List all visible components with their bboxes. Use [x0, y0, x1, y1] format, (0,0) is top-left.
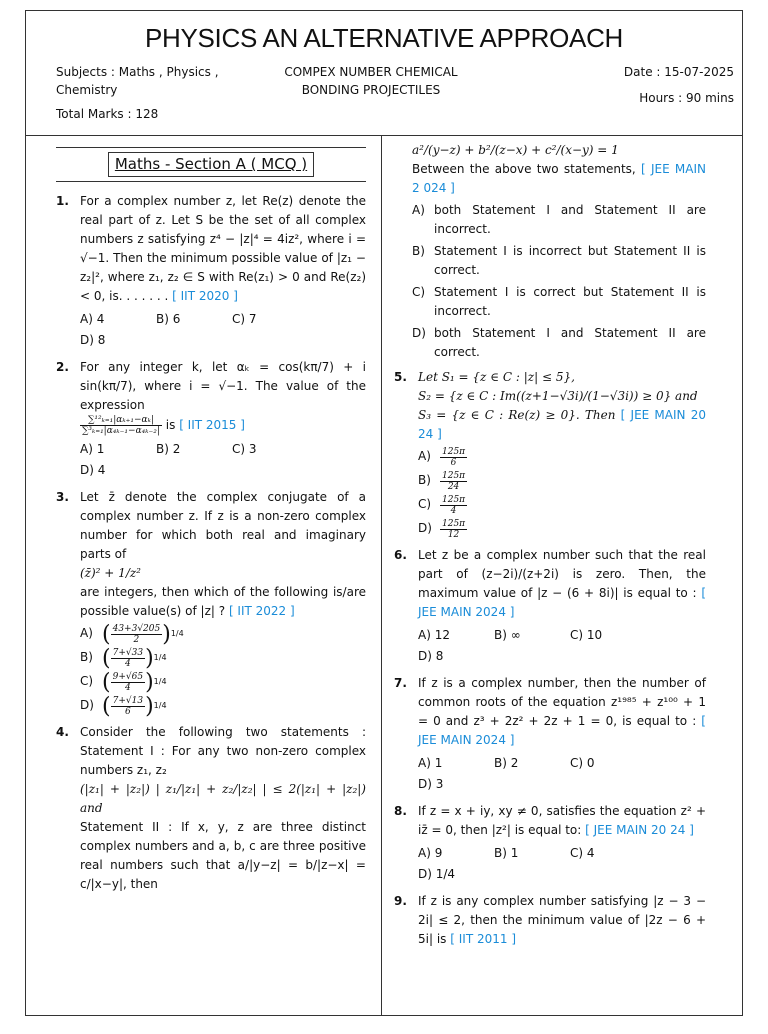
- question-number: 3.: [56, 490, 69, 504]
- option-b[interactable]: B) $\frac{125\pi}{24}$: [418, 471, 466, 492]
- question-reference: [ JEE MAIN 2024 ]: [418, 714, 706, 747]
- hours-label: Hours : 90 mins: [639, 91, 734, 105]
- option-c[interactable]: C) 4: [570, 846, 595, 860]
- question-text: Let S₁ = {z ∈ C : |z| ≤ 5},: [418, 370, 575, 384]
- question-2: 2. For any integer k, let αₖ = cos(kπ/7) + i sin(kπ/7), where i = √−1. The value of the expression $\frac{\text{∑¹²ₖ₌₁|αₖ₊₁−αₖ|}}{\text{∑³ₖ₌₁|α₄ₖ₋₁−α₄ₖ₋₂|}}$ is [ IIT 2015 ] A) 1 B) 2 C) 3 D) 4: [56, 358, 366, 482]
- section-header: [56, 147, 366, 182]
- total-marks-label: Total Marks : 128: [56, 107, 159, 121]
- question-3: [56, 488, 366, 717]
- option-c[interactable]: C) ( $\frac{9+√65}{4}$ )$^{1/4}$: [80, 670, 167, 695]
- exam-page: [25, 10, 743, 1016]
- option-a[interactable]: A) both Statement I and Statement II are incorrect.: [412, 203, 706, 236]
- set-s2: S₂ = {z ∈ C : Im((z+1−√3i)/(1−√3i)) ≥ 0} and: [418, 389, 698, 403]
- option-d[interactable]: D) $\frac{125\pi}{12}$: [418, 519, 466, 540]
- question-4: [56, 723, 366, 894]
- option-b[interactable]: B) 6: [156, 312, 181, 326]
- option-a[interactable]: A) ( $\frac{43+3√205}{2}$ )$^{1/4}$: [80, 622, 184, 647]
- question-reference: [ IIT 2011 ]: [450, 932, 517, 946]
- question-7: [394, 674, 706, 796]
- expression: a²/(y−z) + b²/(z−x) + c²/(x−y) = 1: [412, 143, 619, 157]
- question-text: For a complex number z, let Re(z) denote the real part of z. Let S be the set of all complex numbers z satisfying z⁴ − |z|⁴ = 4iz², where i = √−1. Then the minimum possible value of |z₁ − z₂|², where z₁, z₂ ∈ S with Re(z₁) > 0 and Re(z₂) < 0, is. . . . . . .: [80, 194, 366, 303]
- question-number: 8.: [394, 804, 407, 818]
- question-text: For any integer k, let αₖ = cos(kπ/7) + i sin(kπ/7), where i = √−1. The value of the expression: [80, 360, 366, 412]
- subjects-label: Subjects : Maths , Physics , Chemistry: [56, 65, 219, 97]
- option-c[interactable]: C) 3: [232, 442, 257, 456]
- question-4-continued: [394, 141, 706, 362]
- option-c[interactable]: C) $\frac{125\pi}{4}$: [418, 495, 466, 516]
- option-b[interactable]: B) Statement I is incorrect but Statement II is correct.: [412, 244, 706, 277]
- question-text: If z is any complex number satisfying |z − 3 − 2i| ≤ 2, then the minimum value of |2z − 6 + 5i| is: [418, 894, 706, 946]
- question-reference: [ IIT 2022 ]: [228, 604, 295, 618]
- question-reference: [ JEE MAIN 2024 ]: [418, 586, 706, 619]
- options: [80, 310, 366, 352]
- option-b[interactable]: B) ( $\frac{7+√33}{4}$ )$^{1/4}$: [80, 646, 167, 671]
- option-c[interactable]: C) 0: [570, 756, 595, 770]
- question-text: If z is a complex number, then the number of common roots of the equation z¹⁹⁸⁵ + z¹⁰⁰ + 1 = 0 and z³ + 2z² + 2z + 1 = 0, is equal to :: [418, 676, 706, 728]
- question-text: If z = x + iy, xy ≠ 0, satisfies the equation z² + iz̄ = 0, then |z²| is equal to:: [418, 804, 706, 837]
- question-reference: [ JEE MAIN 20 24 ]: [585, 823, 694, 837]
- question-reference: [ JEE MAIN 2 024 ]: [412, 162, 706, 195]
- option-c[interactable]: C) Statement I is correct but Statement II is incorrect.: [412, 285, 706, 318]
- expression: (|z₁| + |z₂|) | z₁/|z₁| + z₂/|z₂| | ≤ 2(|z₁| + |z₂|) and: [80, 782, 366, 815]
- question-number: 6.: [394, 548, 407, 562]
- options: [418, 754, 706, 796]
- option-d[interactable]: D) 1/4: [418, 867, 456, 881]
- question-reference: [ IIT 2020 ]: [172, 289, 238, 303]
- date-label: Date : 15-07-2025: [623, 65, 734, 79]
- question-text: Consider the following two statements : Statement I : For any two non-zero complex numbers z₁, z₂: [80, 725, 366, 777]
- question-reference: [ JEE MAIN 20 24 ]: [418, 408, 706, 441]
- left-column: [56, 141, 366, 900]
- option-a[interactable]: A) 4: [80, 312, 105, 326]
- option-a[interactable]: A) 1: [80, 442, 105, 456]
- option-a[interactable]: A) $\frac{125\pi}{6}$: [418, 447, 466, 468]
- option-b[interactable]: B) 2: [494, 756, 519, 770]
- question-text-2: Statement II : If x, y, z are three distinct complex numbers and a, b, c are three positive real numbers such that a/|y−z| = b/|z−x| = c/|x−y|, then: [80, 820, 366, 891]
- page-title: PHYSICS AN ALTERNATIVE APPROACH: [144, 23, 624, 53]
- question-6: [394, 546, 706, 668]
- option-a[interactable]: A) 9: [418, 846, 443, 860]
- option-c[interactable]: C) 7: [232, 312, 257, 326]
- expression: (z̄)² + 1/z²: [80, 566, 141, 580]
- question-number: 5.: [394, 370, 407, 384]
- question-5: [394, 368, 706, 540]
- question-text-3: Between the above two statements,: [412, 162, 636, 176]
- topics-label: COMPEX NUMBER CHEMICAL BONDING PROJECTILES: [284, 65, 458, 97]
- option-a[interactable]: A) 12: [418, 628, 450, 642]
- set-s3: S₃ = {z ∈ C : Re(z) ≥ 0}. Then: [418, 408, 616, 422]
- question-1: [56, 192, 366, 352]
- header-divider: [26, 135, 742, 136]
- option-d[interactable]: D) 4: [80, 463, 106, 477]
- exam-meta: [624, 63, 734, 115]
- question-8: [394, 802, 706, 886]
- option-d[interactable]: D) 8: [418, 649, 444, 663]
- question-text: Let z be a complex number such that the real part of (z−2i)/(z+2i) is zero. Then, the maximum value of |z − (6 + 8i)| is equal to :: [418, 548, 706, 600]
- right-column: [394, 141, 706, 955]
- option-b[interactable]: B) 1: [494, 846, 519, 860]
- question-number: 4.: [56, 725, 69, 739]
- options: [80, 440, 366, 482]
- option-b[interactable]: B) ∞: [494, 628, 521, 642]
- question-reference: [ IIT 2015 ]: [179, 418, 245, 432]
- option-d[interactable]: D) 8: [80, 333, 106, 347]
- options: [418, 626, 706, 668]
- option-d[interactable]: D) ( $\frac{7+√13}{6}$ )$^{1/4}$: [80, 694, 167, 719]
- question-text-2: are integers, then which of the following is/are possible value(s) of |z| ?: [80, 585, 366, 618]
- option-d[interactable]: D) both Statement I and Statement II are correct.: [412, 326, 706, 359]
- question-number: 2.: [56, 360, 69, 374]
- option-a[interactable]: A) 1: [418, 756, 443, 770]
- question-text: Let z̄ denote the complex conjugate of a complex number z. If z is a non-zero complex number for which both real and imaginary parts of: [80, 490, 366, 561]
- question-9: [394, 892, 706, 949]
- column-divider: [381, 135, 382, 1015]
- option-c[interactable]: C) 10: [570, 628, 603, 642]
- option-d[interactable]: D) 3: [418, 777, 444, 791]
- options: [418, 844, 706, 886]
- expression-fraction: $\frac{\text{∑¹²ₖ₌₁|αₖ₊₁−αₖ|}}{\text{∑³ₖ₌₁|α₄ₖ₋₁−α₄ₖ₋₂|}}$: [82, 415, 160, 436]
- question-number: 9.: [394, 894, 407, 908]
- question-number: 1.: [56, 194, 69, 208]
- option-b[interactable]: B) 2: [156, 442, 181, 456]
- section-title: Maths - Section A ( MCQ ): [108, 152, 314, 177]
- question-number: 7.: [394, 676, 407, 690]
